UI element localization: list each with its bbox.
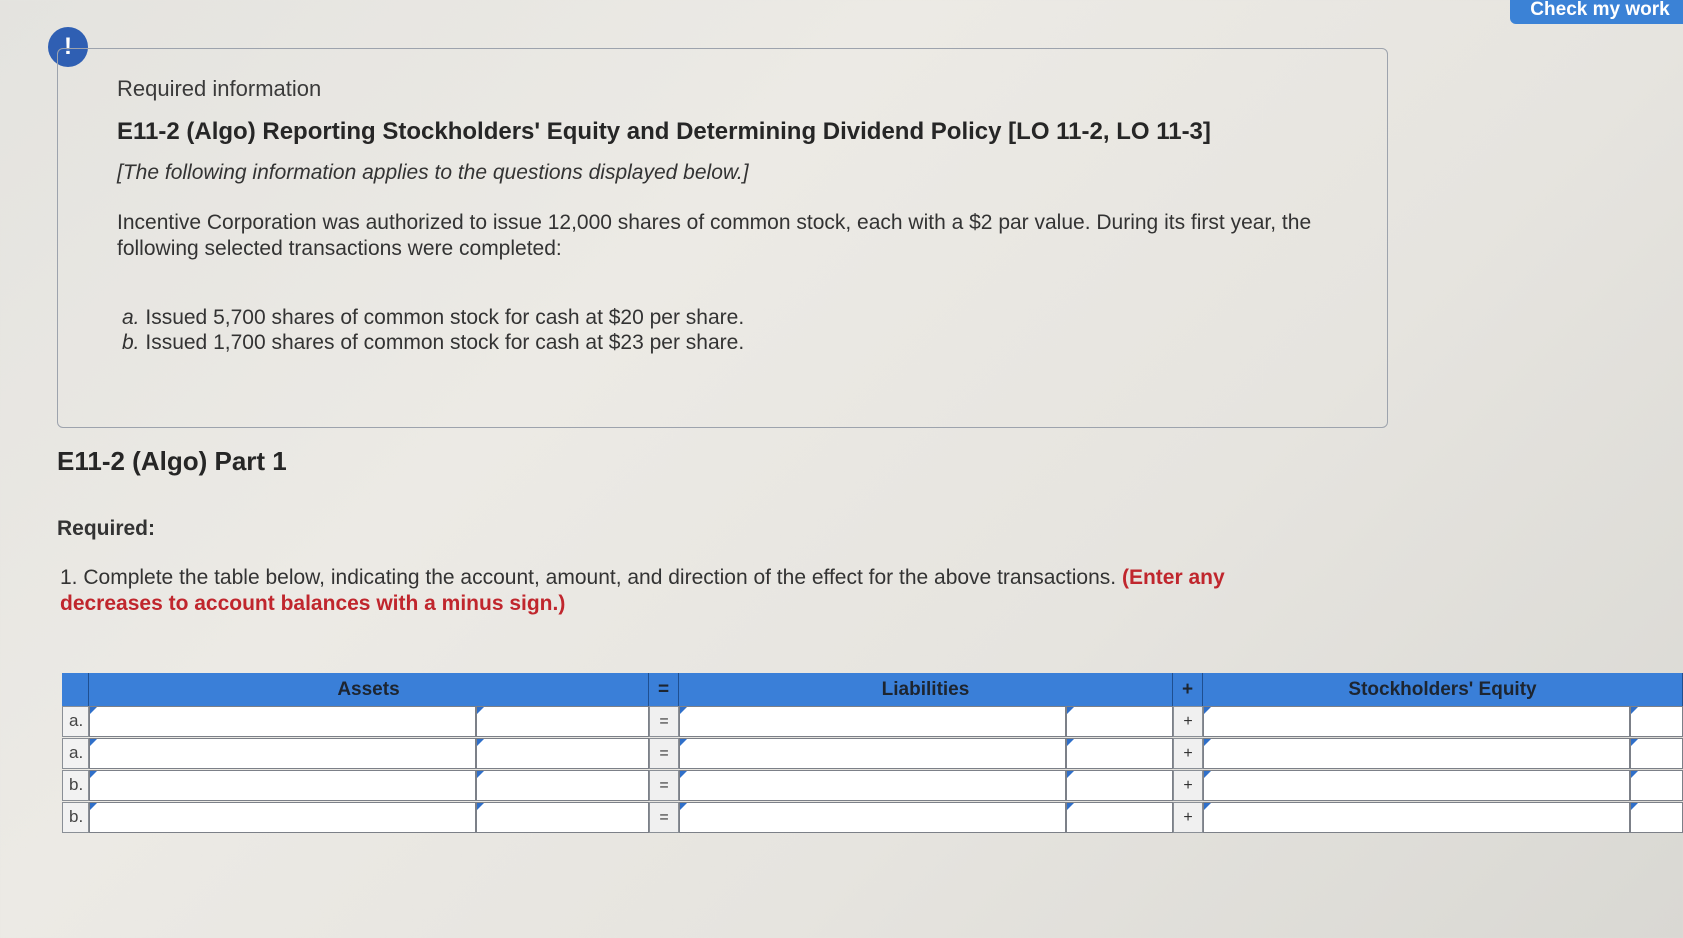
equals-sign: = (649, 706, 679, 737)
equity-account-input[interactable] (1203, 770, 1630, 801)
transaction-text: Issued 1,700 shares of common stock for cash at $23 per share. (145, 331, 745, 354)
row-label: b. (62, 802, 89, 833)
plus-header: + (1173, 673, 1203, 706)
equals-sign: = (649, 738, 679, 769)
equity-amount-input[interactable] (1630, 738, 1683, 769)
problem-title: E11-2 (Algo) Reporting Stockholders' Equity and Determining Dividend Policy [LO 11-2, LO 11-3] (117, 118, 1211, 145)
alert-icon: ! (48, 27, 88, 67)
equity-header: Stockholders' Equity (1203, 673, 1683, 706)
liabilities-amount-input[interactable] (1066, 802, 1173, 833)
equals-sign: = (649, 770, 679, 801)
row-label-header (62, 673, 89, 706)
instruction-note: (Enter any decreases to account balances with a minus sign.) (60, 566, 1225, 615)
info-note: [The following information applies to the questions displayed below.] (117, 161, 749, 184)
assets-amount-input[interactable] (476, 738, 649, 769)
plus-sign: + (1173, 738, 1203, 769)
row-label: b. (62, 770, 89, 801)
table-row (62, 738, 1683, 770)
liabilities-amount-input[interactable] (1066, 706, 1173, 737)
equity-account-input[interactable] (1203, 706, 1630, 737)
row-label: a. (62, 706, 89, 737)
required-information-heading: Required information (117, 76, 322, 101)
required-label: Required: (57, 517, 156, 540)
equity-account-input[interactable] (1203, 738, 1630, 769)
transaction-label: b. (122, 331, 140, 354)
problem-paragraph: Incentive Corporation was authorized to issue 12,000 shares of common stock, each with a $2 par value. During its first year, the following selected transactions were completed: (117, 211, 1312, 260)
liabilities-amount-input[interactable] (1066, 738, 1173, 769)
check-my-work-button[interactable]: Check my work (1510, 0, 1683, 24)
liabilities-account-input[interactable] (679, 770, 1066, 801)
accounting-equation-table (62, 673, 1683, 833)
assets-account-input[interactable] (89, 706, 476, 737)
instruction-number: 1. (60, 566, 78, 589)
row-label: a. (62, 738, 89, 769)
part-title: E11-2 (Algo) Part 1 (57, 446, 287, 476)
liabilities-account-input[interactable] (679, 802, 1066, 833)
equals-sign: = (649, 802, 679, 833)
equity-amount-input[interactable] (1630, 706, 1683, 737)
instruction-text: Complete the table below, indicating the account, amount, and direction of the effect for the above transactions. (83, 566, 1117, 589)
assets-amount-input[interactable] (476, 802, 649, 833)
plus-sign: + (1173, 770, 1203, 801)
assets-amount-input[interactable] (476, 706, 649, 737)
assets-account-input[interactable] (89, 802, 476, 833)
assets-amount-input[interactable] (476, 770, 649, 801)
equity-account-input[interactable] (1203, 802, 1630, 833)
liabilities-account-input[interactable] (679, 738, 1066, 769)
equity-amount-input[interactable] (1630, 770, 1683, 801)
liabilities-amount-input[interactable] (1066, 770, 1173, 801)
table-row (62, 802, 1683, 834)
assets-account-input[interactable] (89, 770, 476, 801)
transaction-item (122, 331, 744, 355)
assets-account-input[interactable] (89, 738, 476, 769)
transaction-label: a. (122, 306, 140, 329)
assets-header: Assets (89, 673, 649, 706)
equity-amount-input[interactable] (1630, 802, 1683, 833)
table-row (62, 770, 1683, 802)
instruction (60, 565, 1300, 617)
liabilities-account-input[interactable] (679, 706, 1066, 737)
plus-sign: + (1173, 802, 1203, 833)
equals-header: = (649, 673, 679, 706)
plus-sign: + (1173, 706, 1203, 737)
transaction-item (122, 306, 744, 330)
table-row (62, 706, 1683, 738)
liabilities-header: Liabilities (679, 673, 1173, 706)
transaction-text: Issued 5,700 shares of common stock for cash at $20 per share. (145, 306, 745, 329)
